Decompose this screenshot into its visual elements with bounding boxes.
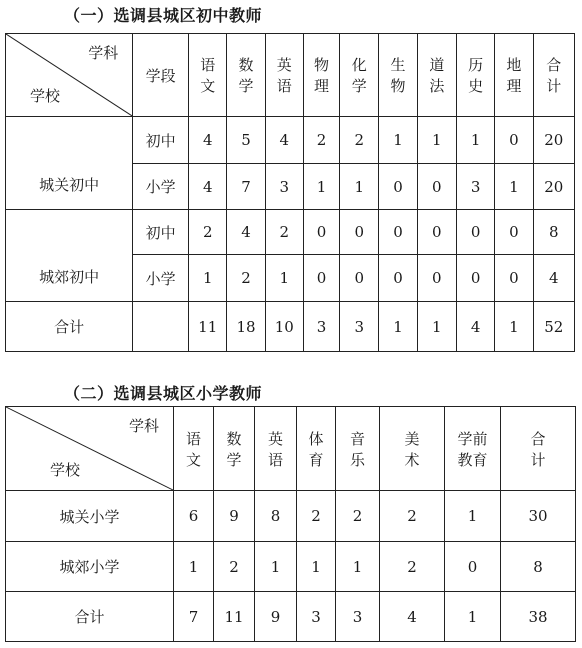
total-value-cell: 4 (456, 302, 494, 352)
corner-school-label: 学校 (30, 87, 61, 105)
stage-cell: 小学 (133, 164, 189, 210)
total-header: 合 计 (501, 407, 576, 491)
value-cell: 1 (495, 164, 533, 210)
subject-header: 生 物 (379, 34, 417, 117)
value-cell: 0 (340, 255, 379, 302)
value-cell: 2 (227, 255, 265, 302)
empty-cell (133, 302, 189, 352)
total-cell: 30 (501, 491, 576, 542)
value-cell: 4 (189, 117, 227, 164)
value-cell: 0 (495, 255, 533, 302)
value-cell: 2 (265, 210, 303, 255)
corner-header (6, 407, 174, 491)
value-cell: 1 (265, 255, 303, 302)
total-value-cell: 1 (445, 592, 501, 642)
value-cell: 1 (340, 164, 379, 210)
value-cell: 8 (255, 491, 297, 542)
total-cell: 20 (533, 164, 574, 210)
subject-header: 地 理 (495, 34, 533, 117)
table-header-row (6, 34, 575, 117)
table-row (6, 210, 575, 255)
total-value-cell: 3 (336, 592, 380, 642)
subject-header: 物 理 (303, 34, 339, 117)
junior-high-table (5, 33, 575, 352)
value-cell: 7 (227, 164, 265, 210)
total-value-cell: 9 (255, 592, 297, 642)
section2-title: （二）选调县城区小学教师 (64, 384, 263, 403)
value-cell: 1 (417, 117, 456, 164)
total-value-cell: 4 (380, 592, 445, 642)
value-cell: 4 (265, 117, 303, 164)
value-cell: 2 (336, 491, 380, 542)
total-cell: 8 (501, 542, 576, 592)
value-cell: 0 (495, 210, 533, 255)
value-cell: 3 (265, 164, 303, 210)
value-cell: 6 (174, 491, 214, 542)
value-cell: 1 (303, 164, 339, 210)
total-value-cell: 18 (227, 302, 265, 352)
section1-title: （一）选调县城区初中教师 (64, 6, 263, 25)
total-value-cell: 11 (214, 592, 255, 642)
value-cell: 2 (340, 117, 379, 164)
stage-cell: 小学 (133, 255, 189, 302)
value-cell: 2 (303, 117, 339, 164)
subject-header: 道 法 (417, 34, 456, 117)
table-row (6, 542, 576, 592)
value-cell: 1 (336, 542, 380, 592)
stage-cell: 初中 (133, 117, 189, 164)
subject-header: 化 学 (340, 34, 379, 117)
subject-header: 体 育 (297, 407, 336, 491)
value-cell: 0 (379, 255, 417, 302)
value-cell: 0 (417, 164, 456, 210)
subject-header: 学前 教育 (445, 407, 501, 491)
value-cell: 4 (189, 164, 227, 210)
corner-header (6, 34, 133, 117)
total-cell: 4 (533, 255, 574, 302)
total-value-cell: 1 (379, 302, 417, 352)
value-cell: 0 (379, 164, 417, 210)
primary-school-table (5, 406, 576, 642)
subject-header: 语 文 (174, 407, 214, 491)
value-cell: 0 (303, 210, 339, 255)
value-cell: 0 (417, 210, 456, 255)
value-cell: 0 (445, 542, 501, 592)
value-cell: 2 (189, 210, 227, 255)
subject-header: 语 文 (189, 34, 227, 117)
subject-header: 数 学 (214, 407, 255, 491)
value-cell: 2 (380, 542, 445, 592)
total-value-cell: 3 (297, 592, 336, 642)
value-cell: 9 (214, 491, 255, 542)
total-value-cell: 1 (417, 302, 456, 352)
corner-subject-label: 学科 (88, 44, 119, 62)
value-cell: 2 (214, 542, 255, 592)
total-value-cell: 7 (174, 592, 214, 642)
value-cell: 0 (456, 255, 494, 302)
table-header-row (6, 407, 576, 491)
value-cell: 0 (495, 117, 533, 164)
grand-total-cell: 38 (501, 592, 576, 642)
subject-header: 美 术 (380, 407, 445, 491)
value-cell: 0 (456, 210, 494, 255)
value-cell: 5 (227, 117, 265, 164)
stage-header: 学段 (133, 34, 189, 117)
value-cell: 0 (417, 255, 456, 302)
school-name-cell: 城关小学 (6, 491, 174, 542)
school-name-cell: 城关初中 (6, 117, 133, 210)
total-cell: 20 (533, 117, 574, 164)
subject-header: 英 语 (255, 407, 297, 491)
value-cell: 1 (174, 542, 214, 592)
value-cell: 3 (456, 164, 494, 210)
corner-school-label: 学校 (50, 461, 81, 479)
total-header: 合 计 (533, 34, 574, 117)
total-cell: 8 (533, 210, 574, 255)
total-row (6, 302, 575, 352)
total-label: 合计 (6, 592, 174, 642)
table-row (6, 491, 576, 542)
total-value-cell: 3 (340, 302, 379, 352)
subject-header: 数 学 (227, 34, 265, 117)
total-row (6, 592, 576, 642)
subject-header: 英 语 (265, 34, 303, 117)
corner-subject-label: 学科 (128, 417, 159, 435)
school-name-cell: 城郊初中 (6, 210, 133, 302)
total-value-cell: 1 (495, 302, 533, 352)
value-cell: 1 (379, 117, 417, 164)
grand-total-cell: 52 (533, 302, 574, 352)
value-cell: 2 (297, 491, 336, 542)
value-cell: 0 (379, 210, 417, 255)
total-label: 合计 (6, 302, 133, 352)
value-cell: 1 (255, 542, 297, 592)
value-cell: 4 (227, 210, 265, 255)
total-value-cell: 3 (303, 302, 339, 352)
table-row (6, 117, 575, 164)
subject-header: 历 史 (456, 34, 494, 117)
school-name-cell: 城郊小学 (6, 542, 174, 592)
subject-header: 音 乐 (336, 407, 380, 491)
total-value-cell: 11 (189, 302, 227, 352)
value-cell: 1 (445, 491, 501, 542)
total-value-cell: 10 (265, 302, 303, 352)
value-cell: 2 (380, 491, 445, 542)
value-cell: 1 (456, 117, 494, 164)
value-cell: 0 (340, 210, 379, 255)
stage-cell: 初中 (133, 210, 189, 255)
value-cell: 1 (297, 542, 336, 592)
value-cell: 0 (303, 255, 339, 302)
value-cell: 1 (189, 255, 227, 302)
